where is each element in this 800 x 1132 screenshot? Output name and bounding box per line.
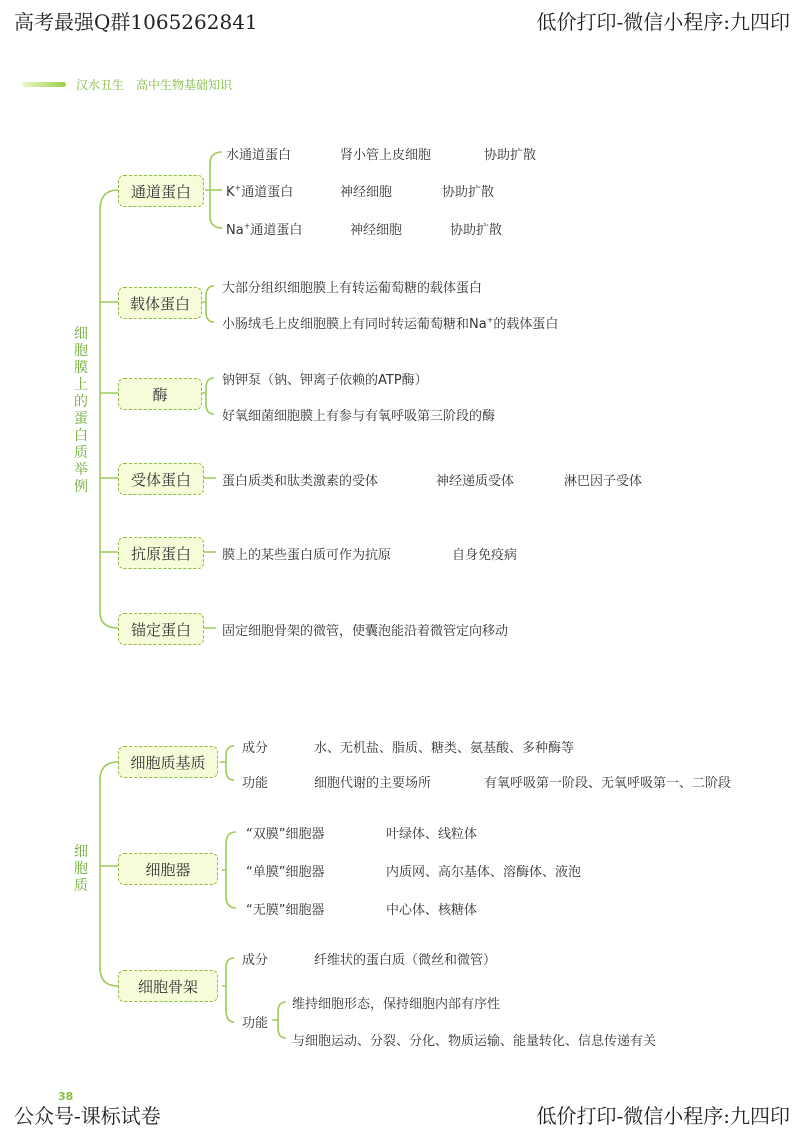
page-number: 38 [58, 1090, 74, 1103]
section2-title: 细胞质 [74, 844, 88, 894]
category-carrier-protein: 载体蛋白 [118, 287, 202, 319]
anchor-item-1: 固定细胞骨架的微管，使囊泡能沿着微管定向移动 [222, 624, 509, 639]
channel-row-1-location: 肾小管上皮细胞 [340, 148, 432, 163]
organelle-row-3-key: “无膜”细胞器 [246, 903, 325, 918]
organelle-row-3-value: 中心体、核糖体 [386, 903, 478, 918]
watermark-top-right: 低价打印-微信小程序:九四印 [536, 10, 790, 34]
antigen-item-1: 膜上的某些蛋白质可作为抗原 [222, 548, 392, 563]
channel-row-2-name: K+通道蛋白 [226, 183, 294, 200]
organelle-row-1-value: 叶绿体、线粒体 [386, 827, 478, 842]
cytoskeleton-composition-key: 成分 [242, 953, 269, 968]
antigen-item-2: 自身免疫病 [452, 548, 518, 563]
channel-row-1-transport: 协助扩散 [484, 148, 537, 163]
watermark-bottom-left: 公众号-课标试卷 [14, 1104, 161, 1128]
section1-title: 细胞膜上的蛋白质举例 [74, 326, 88, 495]
organelle-row-2-key: “单膜”细胞器 [246, 865, 325, 880]
cytoskeleton-function-2: 与细胞运动、分裂、分化、物质运输、能量转化、信息传递有关 [292, 1034, 657, 1049]
channel-row-1-name: 水通道蛋白 [226, 148, 292, 163]
cytosol-function-key: 功能 [242, 776, 269, 791]
organelle-row-1-key: “双膜”细胞器 [246, 827, 325, 842]
cytoskeleton-composition-value: 纤维状的蛋白质（微丝和微管） [314, 953, 497, 968]
watermark-top-left: 高考最强Q群1065262841 [14, 10, 258, 34]
cytosol-function-value: 细胞代谢的主要场所 [314, 776, 432, 791]
category-enzyme: 酶 [118, 378, 202, 410]
cytosol-composition-key: 成分 [242, 741, 269, 756]
channel-row-2-location: 神经细胞 [340, 185, 393, 200]
cytosol-composition-value: 水、无机盐、脂质、糖类、氨基酸、多种酶等 [314, 741, 575, 756]
channel-row-2-transport: 协助扩散 [442, 185, 495, 200]
receptor-item-1: 蛋白质类和肽类激素的受体 [222, 474, 379, 489]
series-title: 汉水丑生 高中生物基础知识 [76, 78, 233, 92]
category-cytoskeleton: 细胞骨架 [118, 970, 218, 1002]
organelle-row-2-value: 内质网、高尔基体、溶酶体、液泡 [386, 865, 582, 880]
enzyme-row-1: 钠钾泵（钠、钾离子依赖的ATP酶） [222, 373, 428, 388]
category-cytosol: 细胞质基质 [118, 746, 218, 778]
cytosol-function-extra: 有氧呼吸第一阶段、无氧呼吸第一、二阶段 [484, 776, 732, 791]
channel-row-3-location: 神经细胞 [350, 223, 403, 238]
enzyme-row-2: 好氧细菌细胞膜上有参与有氧呼吸第三阶段的酶 [222, 409, 496, 424]
receptor-item-2: 神经递质受体 [436, 474, 515, 489]
watermark-bottom-right: 低价打印-微信小程序:九四印 [536, 1104, 790, 1128]
cytoskeleton-function-key: 功能 [242, 1016, 269, 1031]
carrier-row-2: 小肠绒毛上皮细胞膜上有同时转运葡萄糖和Na+的载体蛋白 [222, 315, 559, 332]
category-channel-protein: 通道蛋白 [118, 175, 204, 207]
category-organelles: 细胞器 [118, 853, 218, 885]
category-antigen-protein: 抗原蛋白 [118, 537, 204, 569]
category-anchor-protein: 锚定蛋白 [118, 613, 204, 645]
channel-row-3-name: Na+通道蛋白 [226, 221, 303, 238]
channel-row-3-transport: 协助扩散 [450, 223, 503, 238]
receptor-item-3: 淋巴因子受体 [564, 474, 643, 489]
cytoskeleton-function-1: 维持细胞形态，保持细胞内部有序性 [292, 997, 501, 1012]
carrier-row-1: 大部分组织细胞膜上有转运葡萄糖的载体蛋白 [222, 281, 483, 296]
category-receptor-protein: 受体蛋白 [118, 463, 204, 495]
